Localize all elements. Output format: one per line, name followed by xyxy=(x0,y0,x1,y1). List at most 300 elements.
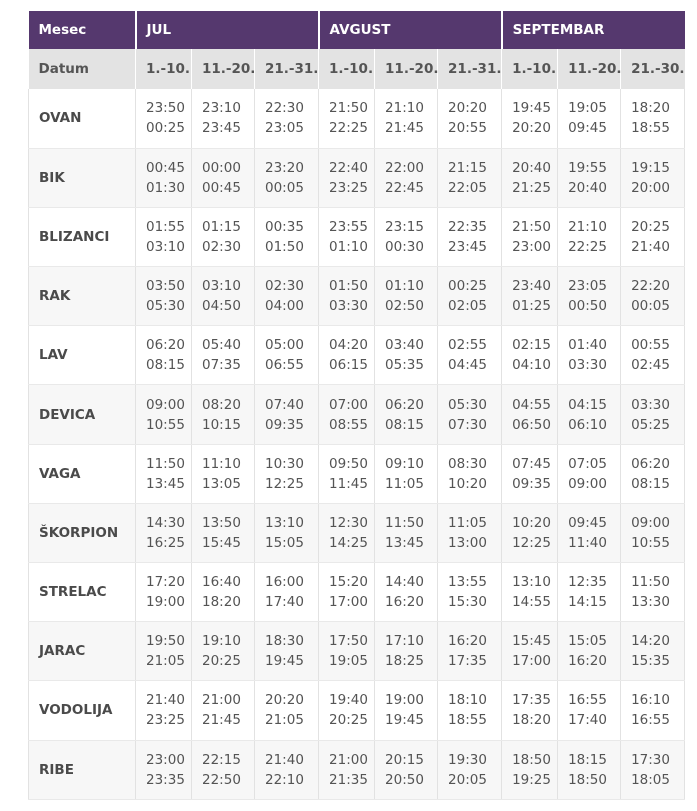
time-cell xyxy=(438,681,502,740)
start-time: 04:15 xyxy=(568,396,607,413)
end-time: 06:10 xyxy=(568,416,607,433)
start-time: 23:50 xyxy=(146,100,185,117)
start-time: 06:20 xyxy=(631,455,670,472)
zodiac-sign-label: VODOLIJA xyxy=(29,681,136,740)
end-time: 10:55 xyxy=(631,534,670,551)
end-time: 00:45 xyxy=(202,179,241,196)
time-cell xyxy=(438,89,502,148)
time-cell xyxy=(502,503,558,562)
time-cell xyxy=(255,740,319,799)
time-cell xyxy=(319,385,375,444)
end-time: 11:05 xyxy=(385,475,424,492)
time-cell xyxy=(375,503,438,562)
start-time: 14:20 xyxy=(631,633,670,650)
start-time: 06:20 xyxy=(385,396,424,413)
date-range-header: 1.-10. xyxy=(502,49,558,89)
start-time: 14:30 xyxy=(146,514,185,531)
start-time: 16:00 xyxy=(265,574,304,591)
end-time: 21:25 xyxy=(512,179,551,196)
start-time: 23:05 xyxy=(568,278,607,295)
time-cell xyxy=(136,444,192,503)
end-time: 08:15 xyxy=(631,475,670,492)
time-cell xyxy=(375,444,438,503)
time-cell xyxy=(502,563,558,622)
start-time: 10:20 xyxy=(512,514,551,531)
end-time: 20:20 xyxy=(512,120,551,137)
start-time: 05:40 xyxy=(202,337,241,354)
start-time: 20:20 xyxy=(448,100,487,117)
start-time: 22:15 xyxy=(202,751,241,768)
start-time: 16:55 xyxy=(568,692,607,709)
start-time: 13:10 xyxy=(512,574,551,591)
month-column-header: Mesec xyxy=(29,11,136,49)
time-cell xyxy=(255,444,319,503)
time-cell xyxy=(438,207,502,266)
zodiac-sign-label: ŠKORPION xyxy=(29,503,136,562)
start-time: 19:05 xyxy=(568,100,607,117)
time-cell xyxy=(502,326,558,385)
time-cell xyxy=(438,622,502,681)
time-cell xyxy=(192,207,255,266)
table-body xyxy=(29,89,685,799)
end-time: 00:50 xyxy=(568,298,607,315)
time-cell xyxy=(319,622,375,681)
start-time: 21:50 xyxy=(512,218,551,235)
zodiac-sign-label: BIK xyxy=(29,148,136,207)
end-time: 00:05 xyxy=(631,298,670,315)
start-time: 23:55 xyxy=(329,218,368,235)
start-time: 07:05 xyxy=(568,455,607,472)
time-cell xyxy=(255,503,319,562)
start-time: 18:20 xyxy=(631,100,670,117)
end-time: 22:25 xyxy=(568,238,607,255)
start-time: 18:15 xyxy=(568,751,607,768)
zodiac-sign-label: OVAN xyxy=(29,89,136,148)
table-row xyxy=(29,207,685,266)
time-cell xyxy=(438,740,502,799)
time-cell xyxy=(319,681,375,740)
end-time: 01:25 xyxy=(512,298,551,315)
end-time: 19:25 xyxy=(512,771,551,788)
end-time: 22:50 xyxy=(202,771,241,788)
time-cell xyxy=(136,267,192,326)
time-cell xyxy=(558,89,621,148)
time-cell xyxy=(621,267,685,326)
time-cell xyxy=(502,89,558,148)
table-row xyxy=(29,740,685,799)
start-time: 23:10 xyxy=(202,100,241,117)
end-time: 18:05 xyxy=(631,771,670,788)
start-time: 01:55 xyxy=(146,218,185,235)
time-cell xyxy=(438,503,502,562)
time-cell xyxy=(192,326,255,385)
start-time: 20:15 xyxy=(385,751,424,768)
end-time: 04:50 xyxy=(202,298,241,315)
start-time: 17:35 xyxy=(512,692,551,709)
time-cell xyxy=(255,148,319,207)
time-cell xyxy=(136,326,192,385)
start-time: 19:50 xyxy=(146,633,185,650)
end-time: 04:00 xyxy=(265,298,304,315)
time-cell xyxy=(192,148,255,207)
time-cell xyxy=(621,385,685,444)
end-time: 15:05 xyxy=(265,534,304,551)
start-time: 03:40 xyxy=(385,337,424,354)
time-cell xyxy=(502,444,558,503)
end-time: 11:40 xyxy=(568,534,607,551)
time-cell xyxy=(438,326,502,385)
time-cell xyxy=(375,326,438,385)
end-time: 23:25 xyxy=(329,179,368,196)
start-time: 00:35 xyxy=(265,218,304,235)
start-time: 12:30 xyxy=(329,514,368,531)
time-cell xyxy=(621,326,685,385)
end-time: 22:05 xyxy=(448,179,487,196)
time-cell xyxy=(558,681,621,740)
time-cell xyxy=(319,503,375,562)
time-cell xyxy=(375,740,438,799)
end-time: 23:05 xyxy=(265,120,304,137)
end-time: 21:05 xyxy=(146,653,185,670)
end-time: 16:20 xyxy=(385,594,424,611)
end-time: 03:10 xyxy=(146,238,185,255)
time-cell xyxy=(192,267,255,326)
time-cell xyxy=(438,563,502,622)
start-time: 14:40 xyxy=(385,574,424,591)
date-range-header: 21.-31. xyxy=(438,49,502,89)
time-cell xyxy=(621,563,685,622)
start-time: 00:55 xyxy=(631,337,670,354)
time-cell xyxy=(319,563,375,622)
time-cell xyxy=(502,385,558,444)
time-cell xyxy=(621,148,685,207)
start-time: 23:40 xyxy=(512,278,551,295)
end-time: 18:55 xyxy=(448,712,487,729)
end-time: 16:25 xyxy=(146,534,185,551)
start-time: 09:45 xyxy=(568,514,607,531)
end-time: 07:30 xyxy=(448,416,487,433)
ascendant-table xyxy=(28,11,685,800)
start-time: 01:15 xyxy=(202,218,241,235)
start-time: 08:30 xyxy=(448,455,487,472)
time-cell xyxy=(621,89,685,148)
end-time: 09:00 xyxy=(568,475,607,492)
time-cell xyxy=(375,385,438,444)
time-cell xyxy=(319,444,375,503)
time-cell xyxy=(558,148,621,207)
start-time: 11:50 xyxy=(385,514,424,531)
end-time: 18:25 xyxy=(385,653,424,670)
end-time: 06:15 xyxy=(329,357,368,374)
start-time: 12:35 xyxy=(568,574,607,591)
time-cell xyxy=(255,622,319,681)
end-time: 14:55 xyxy=(512,594,551,611)
start-time: 21:15 xyxy=(448,159,487,176)
time-cell xyxy=(375,89,438,148)
end-time: 15:45 xyxy=(202,534,241,551)
end-time: 19:45 xyxy=(265,653,304,670)
end-time: 19:05 xyxy=(329,653,368,670)
end-time: 20:55 xyxy=(448,120,487,137)
start-time: 21:00 xyxy=(202,692,241,709)
start-time: 21:10 xyxy=(568,218,607,235)
time-cell xyxy=(255,563,319,622)
end-time: 21:40 xyxy=(631,238,670,255)
start-time: 07:00 xyxy=(329,396,368,413)
time-cell xyxy=(136,503,192,562)
time-cell xyxy=(136,622,192,681)
end-time: 21:05 xyxy=(265,712,304,729)
end-time: 05:35 xyxy=(385,357,424,374)
start-time: 21:40 xyxy=(265,751,304,768)
end-time: 06:55 xyxy=(265,357,304,374)
end-time: 09:35 xyxy=(265,416,304,433)
time-cell xyxy=(192,563,255,622)
start-time: 08:20 xyxy=(202,396,241,413)
start-time: 17:50 xyxy=(329,633,368,650)
time-cell xyxy=(375,681,438,740)
start-time: 21:10 xyxy=(385,100,424,117)
start-time: 02:55 xyxy=(448,337,487,354)
end-time: 04:45 xyxy=(448,357,487,374)
start-time: 04:20 xyxy=(329,337,368,354)
time-cell xyxy=(319,740,375,799)
time-cell xyxy=(255,267,319,326)
end-time: 17:00 xyxy=(329,594,368,611)
month-header-row xyxy=(29,11,685,49)
time-cell xyxy=(255,681,319,740)
end-time: 22:10 xyxy=(265,771,304,788)
start-time: 19:45 xyxy=(512,100,551,117)
time-cell xyxy=(136,89,192,148)
time-cell xyxy=(558,267,621,326)
start-time: 17:30 xyxy=(631,751,670,768)
start-time: 21:00 xyxy=(329,751,368,768)
time-cell xyxy=(136,207,192,266)
end-time: 23:00 xyxy=(512,238,551,255)
time-cell xyxy=(558,207,621,266)
start-time: 01:40 xyxy=(568,337,607,354)
date-range-header: 21.-31. xyxy=(255,49,319,89)
end-time: 20:05 xyxy=(448,771,487,788)
date-range-header: 1.-10. xyxy=(136,49,192,89)
month-header-avgust: AVGUST xyxy=(319,11,502,49)
time-cell xyxy=(621,444,685,503)
start-time: 17:10 xyxy=(385,633,424,650)
date-range-header: 1.-10. xyxy=(319,49,375,89)
end-time: 14:15 xyxy=(568,594,607,611)
time-cell xyxy=(438,385,502,444)
time-cell xyxy=(558,444,621,503)
end-time: 23:45 xyxy=(448,238,487,255)
end-time: 19:00 xyxy=(146,594,185,611)
end-time: 09:35 xyxy=(512,475,551,492)
start-time: 20:25 xyxy=(631,218,670,235)
start-time: 00:00 xyxy=(202,159,241,176)
start-time: 01:10 xyxy=(385,278,424,295)
table-row xyxy=(29,563,685,622)
end-time: 23:25 xyxy=(146,712,185,729)
time-cell xyxy=(375,148,438,207)
time-cell xyxy=(375,563,438,622)
end-time: 08:15 xyxy=(146,357,185,374)
table-row xyxy=(29,148,685,207)
end-time: 15:30 xyxy=(448,594,487,611)
time-cell xyxy=(192,89,255,148)
time-cell xyxy=(558,622,621,681)
time-cell xyxy=(136,681,192,740)
start-time: 19:30 xyxy=(448,751,487,768)
end-time: 00:05 xyxy=(265,179,304,196)
start-time: 22:20 xyxy=(631,278,670,295)
time-cell xyxy=(375,207,438,266)
end-time: 10:55 xyxy=(146,416,185,433)
end-time: 18:55 xyxy=(631,120,670,137)
date-range-header: 11.-20. xyxy=(192,49,255,89)
end-time: 02:05 xyxy=(448,298,487,315)
start-time: 13:50 xyxy=(202,514,241,531)
end-time: 00:25 xyxy=(146,120,185,137)
start-time: 11:10 xyxy=(202,455,241,472)
start-time: 22:35 xyxy=(448,218,487,235)
start-time: 05:00 xyxy=(265,337,304,354)
start-time: 19:40 xyxy=(329,692,368,709)
time-cell xyxy=(375,267,438,326)
time-cell xyxy=(255,207,319,266)
start-time: 20:20 xyxy=(265,692,304,709)
start-time: 19:00 xyxy=(385,692,424,709)
table-row xyxy=(29,622,685,681)
time-cell xyxy=(255,326,319,385)
table-row xyxy=(29,89,685,148)
end-time: 18:50 xyxy=(568,771,607,788)
time-cell xyxy=(502,740,558,799)
end-time: 02:50 xyxy=(385,298,424,315)
table-row xyxy=(29,503,685,562)
date-range-header-row xyxy=(29,49,685,89)
start-time: 06:20 xyxy=(146,337,185,354)
time-cell xyxy=(192,740,255,799)
time-cell xyxy=(621,503,685,562)
ascendant-table-container xyxy=(28,11,684,800)
end-time: 20:25 xyxy=(329,712,368,729)
end-time: 20:00 xyxy=(631,179,670,196)
end-time: 05:25 xyxy=(631,416,670,433)
month-header-jul: JUL xyxy=(136,11,319,49)
start-time: 11:05 xyxy=(448,514,487,531)
start-time: 16:10 xyxy=(631,692,670,709)
end-time: 03:30 xyxy=(568,357,607,374)
start-time: 20:40 xyxy=(512,159,551,176)
end-time: 01:30 xyxy=(146,179,185,196)
time-cell xyxy=(192,444,255,503)
start-time: 09:00 xyxy=(631,514,670,531)
end-time: 18:20 xyxy=(202,594,241,611)
start-time: 16:40 xyxy=(202,574,241,591)
end-time: 23:35 xyxy=(146,771,185,788)
start-time: 23:00 xyxy=(146,751,185,768)
table-row xyxy=(29,385,685,444)
time-cell xyxy=(136,385,192,444)
zodiac-sign-label: VAGA xyxy=(29,444,136,503)
time-cell xyxy=(438,267,502,326)
start-time: 17:20 xyxy=(146,574,185,591)
zodiac-sign-label: JARAC xyxy=(29,622,136,681)
time-cell xyxy=(319,89,375,148)
time-cell xyxy=(558,563,621,622)
time-cell xyxy=(192,503,255,562)
time-cell xyxy=(319,326,375,385)
time-cell xyxy=(621,622,685,681)
end-time: 10:20 xyxy=(448,475,487,492)
start-time: 23:20 xyxy=(265,159,304,176)
time-cell xyxy=(192,681,255,740)
start-time: 11:50 xyxy=(631,574,670,591)
end-time: 21:35 xyxy=(329,771,368,788)
table-row xyxy=(29,444,685,503)
end-time: 08:55 xyxy=(329,416,368,433)
start-time: 04:55 xyxy=(512,396,551,413)
time-cell xyxy=(621,681,685,740)
start-time: 22:30 xyxy=(265,100,304,117)
end-time: 21:45 xyxy=(385,120,424,137)
end-time: 10:15 xyxy=(202,416,241,433)
end-time: 05:30 xyxy=(146,298,185,315)
start-time: 21:40 xyxy=(146,692,185,709)
end-time: 04:10 xyxy=(512,357,551,374)
start-time: 19:55 xyxy=(568,159,607,176)
zodiac-sign-label: BLIZANCI xyxy=(29,207,136,266)
end-time: 14:25 xyxy=(329,534,368,551)
end-time: 12:25 xyxy=(265,475,304,492)
start-time: 18:30 xyxy=(265,633,304,650)
end-time: 22:45 xyxy=(385,179,424,196)
time-cell xyxy=(502,681,558,740)
time-cell xyxy=(558,326,621,385)
start-time: 00:25 xyxy=(448,278,487,295)
date-range-header: 11.-20. xyxy=(375,49,438,89)
date-column-header: Datum xyxy=(29,49,136,89)
start-time: 16:20 xyxy=(448,633,487,650)
start-time: 09:10 xyxy=(385,455,424,472)
start-time: 05:30 xyxy=(448,396,487,413)
zodiac-sign-label: DEVICA xyxy=(29,385,136,444)
start-time: 13:10 xyxy=(265,514,304,531)
time-cell xyxy=(255,89,319,148)
start-time: 15:20 xyxy=(329,574,368,591)
end-time: 17:00 xyxy=(512,653,551,670)
end-time: 23:45 xyxy=(202,120,241,137)
table-row xyxy=(29,681,685,740)
start-time: 09:00 xyxy=(146,396,185,413)
start-time: 02:15 xyxy=(512,337,551,354)
time-cell xyxy=(558,740,621,799)
date-range-header: 11.-20. xyxy=(558,49,621,89)
end-time: 13:30 xyxy=(631,594,670,611)
time-cell xyxy=(255,385,319,444)
end-time: 02:45 xyxy=(631,357,670,374)
end-time: 02:30 xyxy=(202,238,241,255)
month-header-septembar: SEPTEMBAR xyxy=(502,11,685,49)
time-cell xyxy=(621,207,685,266)
time-cell xyxy=(136,148,192,207)
zodiac-sign-label: LAV xyxy=(29,326,136,385)
end-time: 20:50 xyxy=(385,771,424,788)
start-time: 23:15 xyxy=(385,218,424,235)
start-time: 07:45 xyxy=(512,455,551,472)
start-time: 03:50 xyxy=(146,278,185,295)
end-time: 18:20 xyxy=(512,712,551,729)
